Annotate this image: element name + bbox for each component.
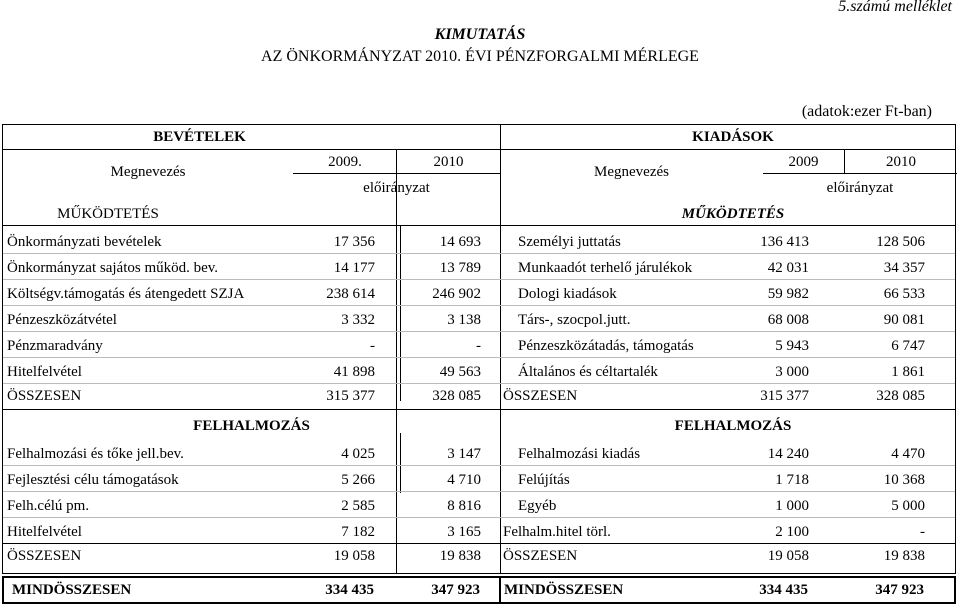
right-row-v2010: 6 747 <box>891 338 925 354</box>
left-row-v2010: 3 147 <box>447 446 481 462</box>
row-rule <box>3 465 955 466</box>
center-divider <box>500 125 501 573</box>
right-row-v2010: 90 081 <box>883 312 925 328</box>
row-rule <box>3 253 955 254</box>
grand-total-divider <box>499 578 501 602</box>
right-col-year2: 2010 <box>886 154 916 170</box>
left-grand-total-label: MINDÖSSZESEN <box>12 582 132 598</box>
right-total-v2010: 19 838 <box>883 548 925 564</box>
left-total-v2009: 315 377 <box>326 388 375 404</box>
right-row-v2009: 3 000 <box>775 364 809 380</box>
document-title: KIMUTATÁS <box>434 26 526 43</box>
left-row-name: Pénzeszközátvétel <box>7 312 117 328</box>
right-row-v2009: 59 982 <box>767 286 809 302</box>
row-rule <box>3 383 955 384</box>
right-col-plan: előirányzat <box>826 180 894 196</box>
left-row-name: Pénzmaradvány <box>7 338 103 354</box>
left-row-v2009: - <box>370 338 375 354</box>
left-row-v2010: 8 816 <box>447 498 481 514</box>
row-rule <box>3 331 955 332</box>
left-total-label: ÖSSZESEN <box>7 388 82 404</box>
left-row-v2009: 3 332 <box>341 312 375 328</box>
right-heading: KIADÁSOK <box>692 129 774 145</box>
left-row-name: Önkormányzat sajátos működ. bev. <box>7 260 219 276</box>
left-row-v2010: 4 710 <box>447 472 481 488</box>
right-row-name: Pénzeszközátadás, támogatás <box>518 338 694 354</box>
right-grand-total-label: MINDÖSSZESEN <box>504 582 624 598</box>
right-row-v2010: 4 470 <box>891 446 925 462</box>
left-grand-total-v2009: 334 435 <box>325 582 374 598</box>
right-total-v2009: 19 058 <box>767 548 809 564</box>
annex-label: 5.számú melléklet <box>838 0 952 15</box>
heading-rule <box>3 149 955 150</box>
right-row-v2009: 14 240 <box>767 446 809 462</box>
left-row-name: Felhalmozási és tőke jell.bev. <box>7 446 184 462</box>
left-section-investment: FELHALMOZÁS <box>193 418 310 434</box>
left-row-name: Költségv.támogatás és átengedett SZJA <box>7 286 245 302</box>
left-row-v2010: 13 789 <box>439 260 481 276</box>
right-row-v2010: 128 506 <box>876 234 925 250</box>
left-row-v2009: 2 585 <box>341 498 375 514</box>
left-row-v2010: 246 902 <box>432 286 481 302</box>
left-total-v2010: 328 085 <box>432 388 481 404</box>
right-row-name: Dologi kiadások <box>518 286 617 302</box>
right-row-v2009: 68 008 <box>767 312 809 328</box>
right-row-v2009: 1 000 <box>775 498 809 514</box>
left-total-label: ÖSSZESEN <box>7 548 82 564</box>
right-row-name: Társ-, szocpol.jutt. <box>518 312 631 328</box>
total2-rule <box>3 543 955 544</box>
right-row-name: Felújítás <box>518 472 570 488</box>
left-total-v2010: 19 838 <box>439 548 481 564</box>
right-row-v2010: 34 357 <box>883 260 925 276</box>
left-row-v2009: 5 266 <box>341 472 375 488</box>
row-rule <box>3 357 955 358</box>
right-grand-total-v2010: 347 923 <box>875 582 924 598</box>
left-col-plan: előirányzat <box>363 180 430 196</box>
right-row-v2010: - <box>920 524 925 540</box>
right-row-v2009: 5 943 <box>775 338 809 354</box>
right-section-investment: FELHALMOZÁS <box>674 418 792 434</box>
left-col-name: Megnevezés <box>110 164 186 180</box>
right-row-name: Általános és céltartalék <box>518 364 658 380</box>
grand-total-row <box>2 576 956 604</box>
right-row-name: Felhalmozási kiadás <box>518 446 641 462</box>
total1-rule <box>3 409 955 410</box>
section1-rule <box>3 225 955 226</box>
row-rule <box>3 279 955 280</box>
left-row-v2010: 49 563 <box>439 364 481 380</box>
left-row-name: Felh.célú pm. <box>7 498 90 514</box>
left-row-v2009: 7 182 <box>341 524 375 540</box>
right-row-v2010: 10 368 <box>883 472 925 488</box>
right-row-name: Munkaadót terhelő járulékok <box>518 260 693 276</box>
left-total-v2009: 19 058 <box>333 548 375 564</box>
right-row-name: Felhalm.hitel törl. <box>503 524 611 540</box>
right-col-name: Megnevezés <box>594 164 669 180</box>
left-row-v2009: 4 025 <box>341 446 375 462</box>
right-section-operations: MŰKÖDTETÉS <box>681 206 785 222</box>
left-col-year2: 2010 <box>433 154 464 170</box>
balance-table <box>2 124 956 574</box>
right-row-v2009: 1 718 <box>775 472 809 488</box>
left-row-v2009: 17 356 <box>333 234 375 250</box>
left-heading: BEVÉTELEK <box>153 129 246 145</box>
right-total-v2010: 328 085 <box>876 388 925 404</box>
left-grand-total-v2010: 347 923 <box>431 582 480 598</box>
right-row-v2010: 5 000 <box>891 498 925 514</box>
left-row-v2010: - <box>476 338 481 354</box>
row-rule <box>3 305 955 306</box>
right-total-label: ÖSSZESEN <box>503 388 578 404</box>
left-row-v2010: 3 165 <box>447 524 481 540</box>
right-row-v2010: 1 861 <box>891 364 925 380</box>
left-col-divider-1b <box>400 225 401 401</box>
right-row-name: Egyéb <box>518 498 557 514</box>
right-total-label: ÖSSZESEN <box>503 548 578 564</box>
document-subtitle: AZ ÖNKORMÁNYZAT 2010. ÉVI PÉNZFORGALMI MÉRLEGE <box>261 48 699 65</box>
left-col-divider-2b <box>400 433 401 493</box>
left-row-v2009: 14 177 <box>333 260 375 276</box>
right-row-v2009: 136 413 <box>760 234 809 250</box>
left-row-name: Önkormányzati bevételek <box>7 234 162 250</box>
right-year-rule <box>763 173 957 174</box>
right-row-name: Személyi juttatás <box>518 234 621 250</box>
right-col-year1: 2009 <box>788 154 819 170</box>
left-row-v2009: 238 614 <box>326 286 375 302</box>
row-rule <box>3 517 955 518</box>
left-col-divider-2 <box>396 433 397 573</box>
right-grand-total-v2009: 334 435 <box>759 582 808 598</box>
left-section-operations: MŰKÖDTETÉS <box>57 206 159 222</box>
left-row-v2010: 3 138 <box>447 312 481 328</box>
left-year-rule <box>293 173 500 174</box>
right-row-v2009: 42 031 <box>767 260 809 276</box>
left-row-v2009: 41 898 <box>333 364 375 380</box>
left-row-name: Hitelfelvétel <box>7 364 82 380</box>
left-row-v2010: 14 693 <box>439 234 481 250</box>
left-col-year1: 2009. <box>328 154 362 170</box>
unit-note: (adatok:ezer Ft-ban) <box>801 103 932 120</box>
left-row-name: Hitelfelvétel <box>7 524 82 540</box>
right-row-v2010: 66 533 <box>883 286 925 302</box>
right-row-v2009: 2 100 <box>775 524 809 540</box>
left-row-name: Fejlesztési célu támogatások <box>7 472 179 488</box>
row-rule <box>3 491 955 492</box>
right-total-v2009: 315 377 <box>760 388 809 404</box>
